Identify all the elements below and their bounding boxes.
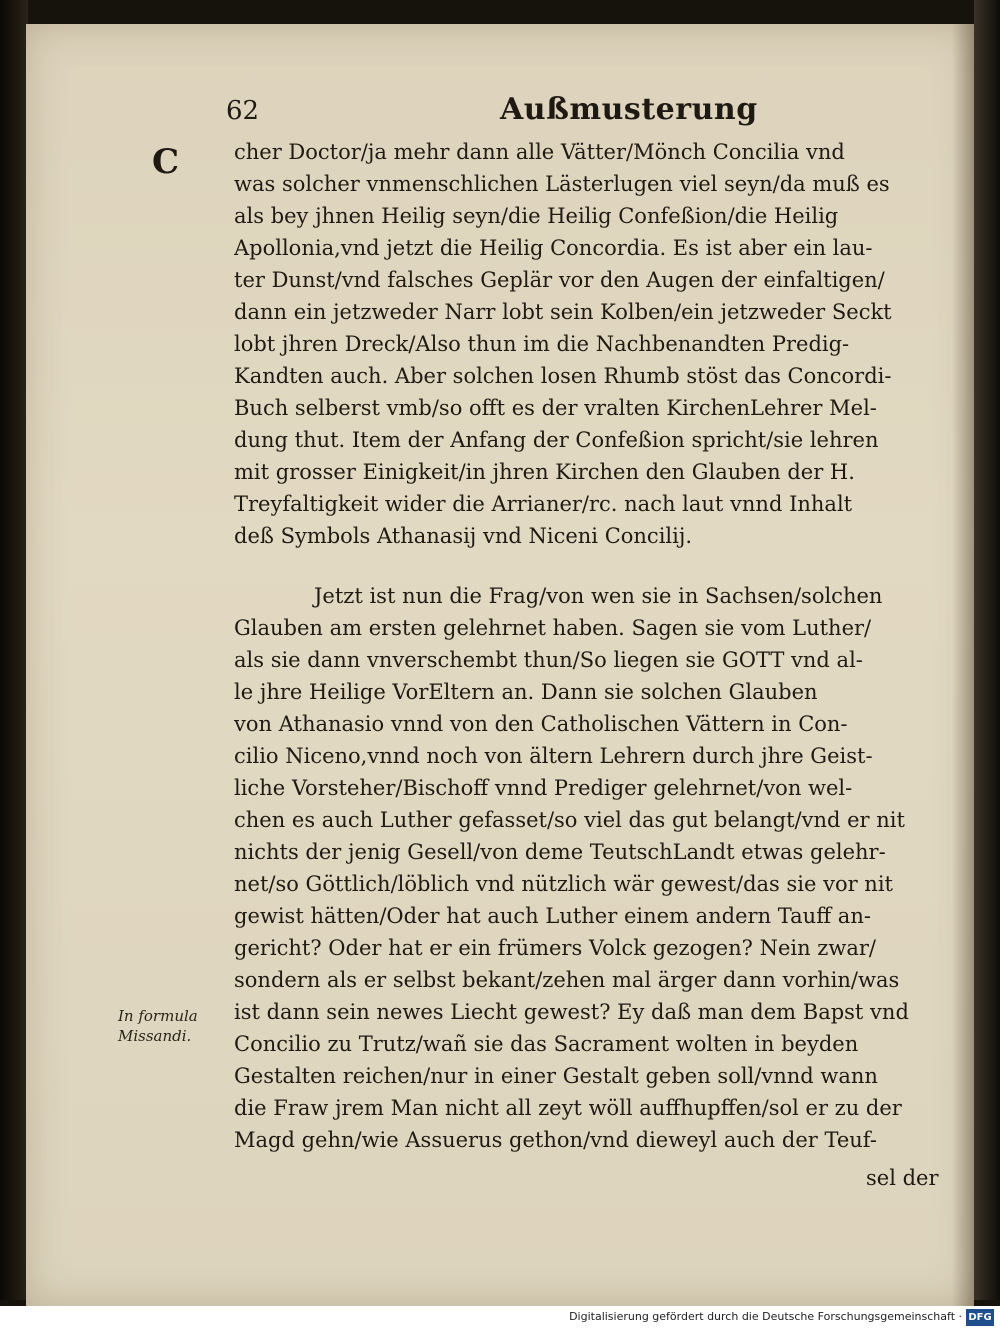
text-line: dung thut. Item der Anfang der Confeßion spricht/sie lehren bbox=[234, 428, 879, 452]
text-line: cilio Niceno,vnnd noch von ältern Lehrern durch jhre Geist- bbox=[234, 744, 873, 768]
text-line: gewist hätten/Oder hat auch Luther einem andern Tauff an- bbox=[234, 904, 871, 928]
page-header bbox=[26, 92, 974, 132]
scan-edge-right bbox=[974, 0, 1000, 1300]
text-line: ter Dunst/vnd falsches Geplär vor den Augen der einfaltigen/ bbox=[234, 268, 885, 292]
marginal-note bbox=[118, 1006, 238, 1046]
text-line: Kandten auch. Aber solchen losen Rhumb stöst das Concordi- bbox=[234, 364, 892, 388]
text-line: als bey jhnen Heilig seyn/die Heilig Confeßion/die Heilig bbox=[234, 204, 839, 228]
text-line: ist dann sein newes Liecht gewest? Ey daß man dem Bapst vnd bbox=[234, 1000, 909, 1024]
paragraph-gap bbox=[234, 552, 954, 580]
dfg-logo-icon: DFG bbox=[966, 1309, 994, 1326]
text-line: net/so Göttlich/löblich vnd nützlich wär gewest/das sie vor nit bbox=[234, 872, 893, 896]
text-line: Glauben am ersten gelehrnet haben. Sagen sie vom Luther/ bbox=[234, 616, 872, 640]
text-line: Apollonia,vnd jetzt die Heilig Concordia. Es ist aber ein lau- bbox=[234, 236, 873, 260]
text-line: liche Vorsteher/Bischoff vnnd Prediger gelehrnet/von wel- bbox=[234, 776, 853, 800]
marginal-note-line: In formula bbox=[118, 1007, 198, 1025]
scan-edge-left bbox=[0, 0, 28, 1300]
text-line: mit grosser Einigkeit/in jhren Kirchen den Glauben der H. bbox=[234, 460, 855, 484]
marginal-note-line: Missandi. bbox=[118, 1027, 192, 1045]
catchword-bottom: sel der bbox=[866, 1166, 939, 1190]
text-line: lobt jhren Dreck/Also thun im die Nachbenandten Predig- bbox=[234, 332, 850, 356]
footer-funding-text: Digitalisierung gefördert durch die Deutsche Forschungsgemeinschaft · bbox=[569, 1310, 962, 1323]
text-line: sondern als er selbst bekant/zehen mal ärger dann vorhin/was bbox=[234, 968, 900, 992]
text-line: von Athanasio vnnd von den Catholischen Vättern in Con- bbox=[234, 712, 848, 736]
text-line: die Fraw jrem Man nicht all zeyt wöll auffhupffen/sol er zu der bbox=[234, 1096, 902, 1120]
text-line: dann ein jetzweder Narr lobt sein Kolben/ein jetzweder Seckt bbox=[234, 300, 892, 324]
page-number: 62 bbox=[226, 96, 260, 126]
text-line: Concilio zu Trutz/wañ sie das Sacrament wolten in beyden bbox=[234, 1032, 859, 1056]
paragraph-1 bbox=[234, 136, 954, 552]
footer-bar bbox=[0, 1306, 1000, 1330]
text-line: Magd gehn/wie Assuerus gethon/vnd dieweyl auch der Teuf- bbox=[234, 1128, 877, 1152]
text-line: Treyfaltigkeit wider die Arrianer/rc. nach laut vnnd Inhalt bbox=[234, 492, 853, 516]
text-line: Gestalten reichen/nur in einer Gestalt geben soll/vnnd wann bbox=[234, 1064, 878, 1088]
paragraph-2 bbox=[234, 580, 954, 1156]
text-line: als sie dann vnverschembt thun/So liegen sie GOTT vnd al- bbox=[234, 648, 863, 672]
text-line: Buch selberst vmb/so offt es der vralten KirchenLehrer Mel- bbox=[234, 396, 877, 420]
running-head: Außmusterung bbox=[500, 92, 758, 127]
page-spine-shadow bbox=[952, 24, 974, 1306]
text-line: cher Doctor/ja mehr dann alle Vätter/Mönch Concilia vnd bbox=[234, 140, 845, 164]
text-line: le jhre Heilige VorEltern an. Dann sie solchen Glauben bbox=[234, 680, 818, 704]
text-line: gericht? Oder hat er ein frümers Volck gezogen? Nein zwar/ bbox=[234, 936, 876, 960]
text-line: was solcher vnmenschlichen Lästerlugen viel seyn/da muß es bbox=[234, 172, 890, 196]
text-line: chen es auch Luther gefasset/so viel das gut belangt/vnd er nit bbox=[234, 808, 905, 832]
body-text bbox=[234, 136, 954, 1156]
text-line: deß Symbols Athanasij vnd Niceni Concilij. bbox=[234, 524, 693, 548]
text-line: Jetzt ist nun die Frag/von wen sie in Sachsen/solchen bbox=[314, 584, 883, 608]
catchword-left: C bbox=[152, 142, 180, 182]
book-page bbox=[26, 24, 974, 1306]
text-line: nichts der jenig Gesell/von deme TeutschLandt etwas gelehr- bbox=[234, 840, 886, 864]
